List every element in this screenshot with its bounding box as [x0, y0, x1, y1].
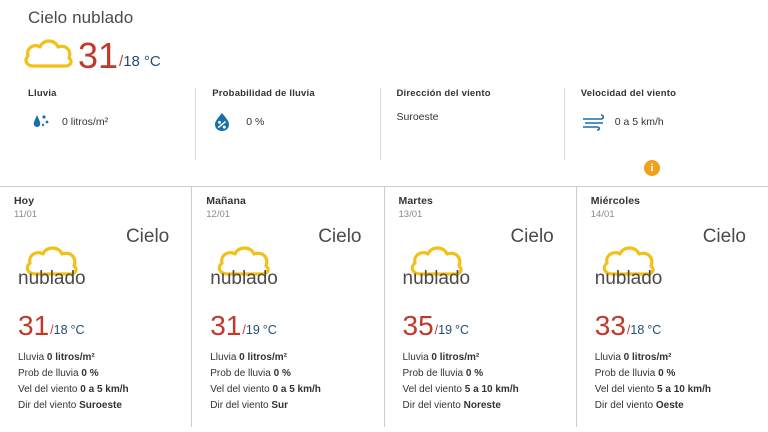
metric-label: Velocidad del viento: [580, 88, 677, 99]
card-wind-speed-value: 0 a 5 km/h: [80, 384, 129, 395]
forecast-card-hoy[interactable]: [0, 187, 191, 427]
card-temp-unit: °C: [647, 323, 662, 337]
cloud-icon: [22, 34, 76, 74]
card-rain-prob: [210, 368, 373, 379]
card-wind-dir: [595, 400, 758, 411]
card-rain: [403, 352, 566, 363]
card-rain-prob-label: Prob de lluvia: [18, 368, 79, 379]
card-temps: [206, 310, 373, 340]
card-temps: [14, 310, 181, 340]
card-wind-speed: [403, 384, 566, 395]
card-rain-prob: [595, 368, 758, 379]
card-temps: [399, 310, 566, 340]
card-wind-dir-label: Dir del viento: [210, 400, 269, 411]
card-rain-value: 0 litros/m²: [623, 352, 672, 363]
card-rain-prob-value: 0 %: [81, 368, 99, 379]
card-rain-prob: [403, 368, 566, 379]
card-wind-dir: [18, 400, 181, 411]
card-rain-label: Lluvia: [402, 352, 429, 363]
card-rain-label: Lluvia: [18, 352, 45, 363]
current-temp-max: 31: [78, 35, 119, 76]
info-row: [0, 160, 768, 186]
card-temp-max: 31: [210, 310, 242, 341]
card-sky: [399, 226, 566, 298]
card-date-label: 13/01: [398, 209, 423, 220]
card-date-label: 14/01: [590, 209, 615, 220]
card-wind-speed-label: Vel del viento: [594, 384, 655, 395]
metric-rain: [28, 88, 195, 160]
card-wind-dir-label: Dir del viento: [402, 400, 461, 411]
card-sky: [14, 226, 181, 298]
card-rain: [18, 352, 181, 363]
card-wind-dir-label: Dir del viento: [18, 400, 77, 411]
current-temp-min: 18: [123, 53, 140, 70]
page-title: Cielo nublado: [28, 8, 134, 27]
card-rain-prob-label: Prob de lluvia: [402, 368, 464, 379]
card-details: [399, 352, 566, 411]
current-conditions: [0, 28, 768, 74]
card-wind-speed-label: Vel del viento: [210, 384, 270, 395]
metric-wind-speed: [564, 88, 748, 160]
card-wind-dir-value: Noreste: [463, 400, 501, 411]
card-wind-speed: [18, 384, 181, 395]
card-temp-min: 18: [53, 323, 68, 337]
card-sky-word-2: nublado: [18, 268, 86, 289]
card-rain: [595, 352, 758, 363]
card-temp-min: 19: [245, 323, 260, 337]
card-day-label: Miércoles: [590, 195, 641, 207]
card-sky-word-2: nublado: [594, 268, 663, 289]
card-wind-dir-value: Oeste: [655, 400, 684, 411]
card-rain-prob-value: 0 %: [658, 368, 676, 379]
card-details: [206, 352, 373, 411]
card-temp-max: 31: [18, 310, 50, 341]
metric-rain-probability: [195, 88, 379, 160]
card-wind-dir: [403, 400, 566, 411]
forecast-card-manana[interactable]: [191, 187, 383, 427]
card-rain-prob-value: 0 %: [465, 368, 484, 379]
card-temp-min: 19: [438, 323, 453, 337]
forecast-card-martes[interactable]: [384, 187, 576, 427]
card-wind-speed-label: Vel del viento: [402, 384, 462, 395]
temp-separator: /: [119, 53, 124, 70]
card-wind-speed-value: 5 a 10 km/h: [657, 384, 711, 395]
card-wind-dir-label: Dir del viento: [594, 400, 654, 411]
wind-icon: [581, 111, 607, 133]
raindrop-icon: [28, 111, 54, 133]
card-date-label: 12/01: [206, 209, 231, 220]
metric-wind-direction: [380, 88, 564, 160]
card-rain-value: 0 litros/m²: [239, 352, 287, 363]
card-day-label: Hoy: [14, 195, 35, 207]
card-temp-max: 35: [402, 310, 434, 341]
card-wind-speed-value: 0 a 5 km/h: [272, 384, 321, 395]
forecast-cards: [0, 186, 768, 427]
card-wind-dir: [210, 400, 373, 411]
card-details: [591, 352, 758, 411]
card-temp-max: 33: [594, 310, 626, 341]
card-wind-speed: [210, 384, 373, 395]
card-rain-prob-value: 0 %: [273, 368, 291, 379]
card-rain-label: Lluvia: [210, 352, 237, 363]
metric-label: Dirección del viento: [396, 88, 491, 99]
info-icon[interactable]: i: [644, 160, 660, 176]
card-wind-dir-value: Sur: [271, 400, 289, 411]
card-wind-speed-value: 5 a 10 km/h: [464, 384, 519, 395]
current-temp-unit: °C: [143, 53, 161, 70]
card-rain-value: 0 litros/m²: [431, 352, 480, 363]
card-details: [14, 352, 181, 411]
card-sky: [206, 226, 373, 298]
card-sky-word-1: Cielo: [702, 226, 746, 247]
card-day-label: Martes: [398, 195, 433, 207]
card-sky-word-1: Cielo: [125, 226, 170, 247]
card-wind-speed: [595, 384, 758, 395]
card-temp-separator: /: [50, 323, 54, 337]
metric-value: 0 a 5 km/h: [614, 116, 664, 128]
forecast-card-miercoles[interactable]: [576, 187, 768, 427]
card-rain-prob-label: Prob de lluvia: [594, 368, 656, 379]
card-temps: [591, 310, 758, 340]
card-sky-word-2: nublado: [402, 268, 471, 289]
current-metrics: [0, 88, 768, 160]
card-rain-prob: [18, 368, 181, 379]
card-wind-dir-value: Suroeste: [79, 400, 122, 411]
metric-value: 0 litros/m²: [62, 116, 109, 128]
card-temp-separator: /: [242, 323, 246, 337]
metric-label: Lluvia: [28, 88, 57, 99]
card-wind-speed-label: Vel del viento: [18, 384, 78, 395]
card-date-label: 11/01: [14, 209, 38, 220]
card-sky: [591, 226, 758, 298]
card-rain-prob-label: Prob de lluvia: [210, 368, 271, 379]
card-sky-word-1: Cielo: [510, 226, 554, 247]
metric-label: Probabilidad de lluvia: [212, 88, 315, 99]
card-temp-unit: °C: [262, 323, 277, 337]
card-temp-unit: °C: [455, 323, 470, 337]
card-temp-separator: /: [626, 323, 631, 337]
card-sky-word-2: nublado: [210, 268, 278, 289]
card-rain-value: 0 litros/m²: [46, 352, 95, 363]
metric-value: 0 %: [246, 116, 265, 128]
percent-drop-icon: [212, 111, 238, 133]
card-day-label: Mañana: [206, 195, 246, 207]
metric-value: Suroeste: [396, 111, 439, 123]
card-rain: [210, 352, 373, 363]
card-temp-unit: °C: [70, 323, 85, 337]
card-temp-separator: /: [434, 323, 439, 337]
card-temp-min: 18: [630, 323, 645, 337]
card-sky-word-1: Cielo: [318, 226, 362, 247]
card-rain-label: Lluvia: [594, 352, 621, 363]
